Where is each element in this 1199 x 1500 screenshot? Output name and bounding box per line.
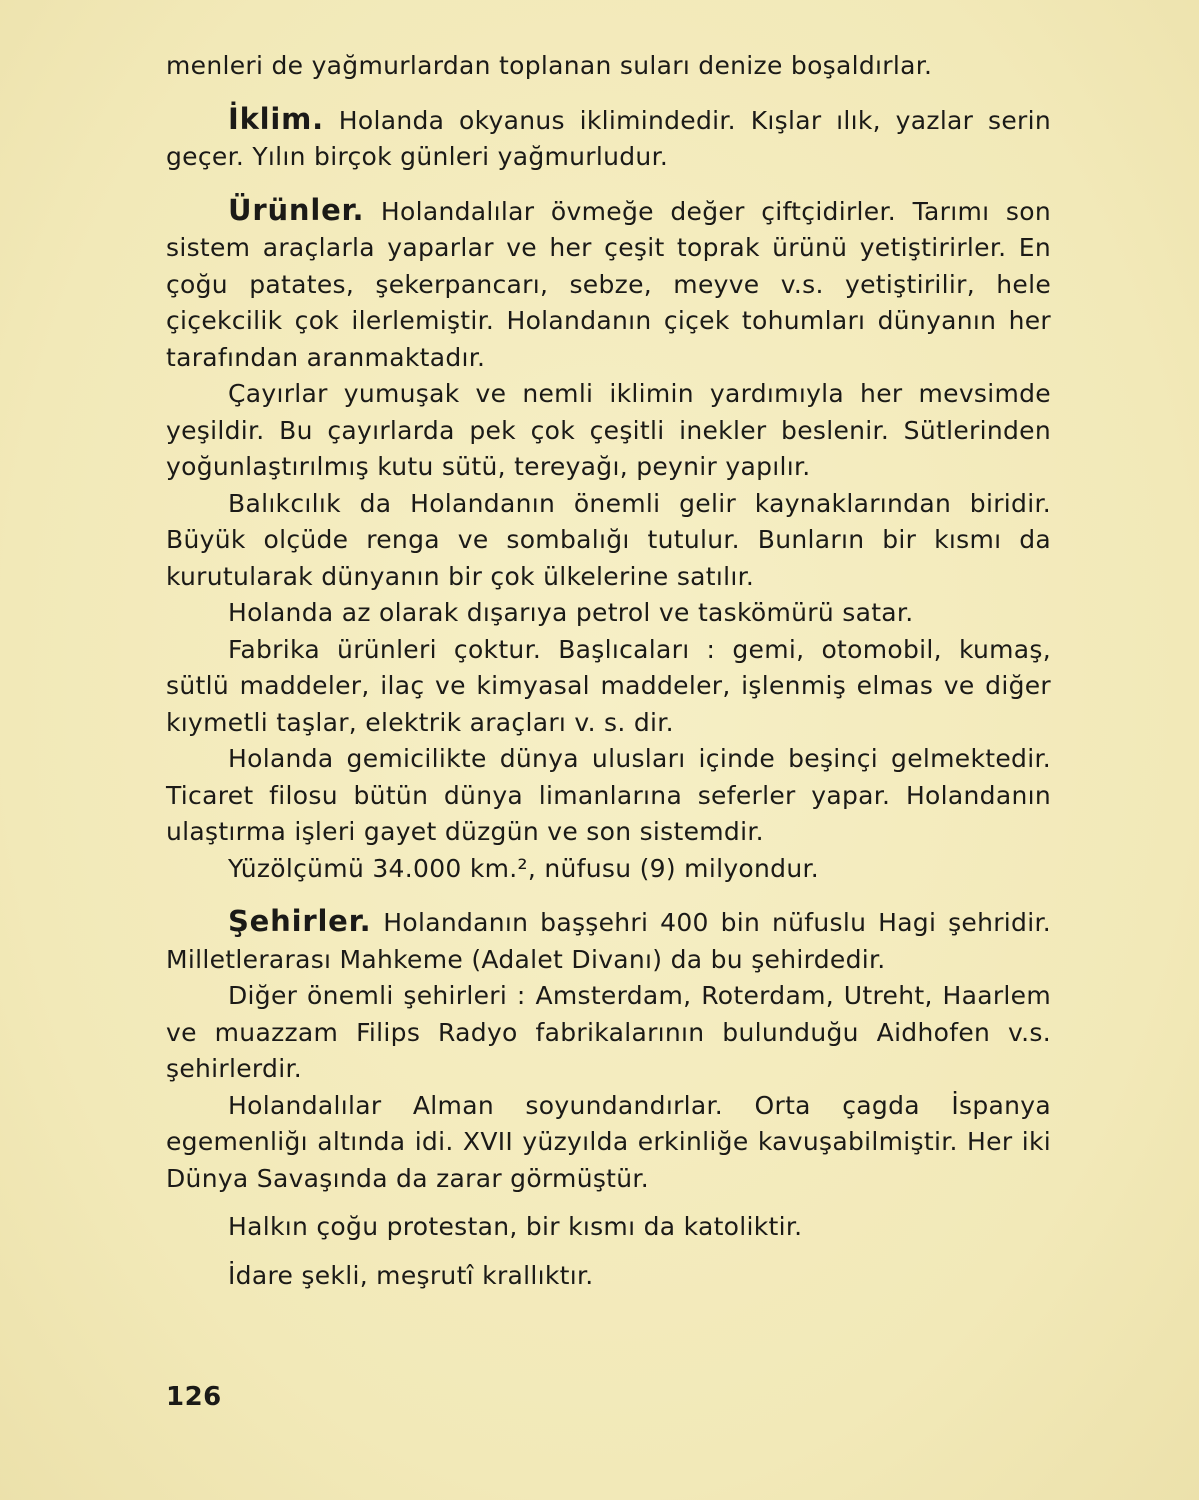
section-heading-climate: İklim.	[228, 101, 324, 136]
paragraph-history	[166, 1088, 1051, 1198]
section-heading-cities: Şehirler.	[228, 904, 372, 938]
paragraph-text: Holanda az olarak dışarıya petrol ve taskömürü satar.	[228, 598, 914, 627]
paragraph-shipping	[166, 741, 1051, 851]
section-heading-products: Ürünler.	[228, 192, 365, 227]
body-text	[166, 48, 1051, 1294]
paragraph-text: menleri de yağmurlardan toplanan suları denize boşaldırlar.	[166, 51, 933, 80]
paragraph-text: Fabrika ürünleri çoktur. Başlıcaları : gemi, otomobil, kumaş, sütlü maddeler, ilaç ve kimyasal maddeler, işlenmiş elmas ve diğer kıymetli taşlar, elektrik araçları v. s. dir.	[166, 634, 1051, 737]
paragraph-exports	[166, 595, 1051, 632]
paragraph-other-cities	[166, 978, 1051, 1088]
paragraph-meadows	[166, 376, 1051, 486]
paragraph-text: İdare şekli, meşrutî krallıktır.	[228, 1260, 594, 1290]
page-number: 126	[166, 1382, 222, 1412]
paragraph-climate	[166, 101, 1051, 176]
paragraph-products	[166, 192, 1051, 377]
paragraph-text: Holanda gemicilikte dünya ulusları içinde beşinçi gelmektedir. Ticaret filosu bütün dünya limanlarına seferler yapar. Holandanın ulaştırma işleri gayet düzgün ve son sistemdir.	[166, 744, 1051, 846]
paragraph-text: Holandalılar övmeğe değer çiftçidirler. Tarımı son sistem araçlarla yaparlar ve her çeşit toprak ürünü yetiştirirler. En çoğu patates, şekerpancarı, sebze, meyve v.s. yetiştirilir, hele çiçekcilik çok ilerlemiştir. Holandanın çiçek tohumları dünyanın her tarafından aranmaktadır.	[166, 196, 1051, 372]
paragraph-text: Diğer önemli şehirleri : Amsterdam, Roterdam, Utreht, Haarlem ve muazzam Filips Radyo fabrikalarının bulunduğu Aidhofen v.s. şehirlerdir.	[166, 981, 1051, 1083]
paragraph-factories	[166, 632, 1051, 742]
paragraph-text: Halkın çoğu protestan, bir kısmı da katoliktir.	[228, 1212, 803, 1241]
paragraph-text: Balıkcılık da Holandanın önemli gelir kaynaklarından biridir. Büyük olçüde renga ve sombalığı tutulur. Bunların bir kısmı da kurutularak dünyanın bir çok ülkelerine satılır.	[166, 488, 1051, 591]
paragraph-text: Holandanın başşehri 400 bin nüfuslu Hagi şehridir. Milletlerarası Mahkeme (Adalet Divanı) da bu şehirdedir.	[166, 908, 1051, 974]
paragraph-area	[166, 851, 1051, 888]
paragraph-government	[166, 1258, 1051, 1295]
paragraph-text: Çayırlar yumuşak ve nemli iklimin yardımıyla her mevsimde yeşildir. Bu çayırlarda pek çok çeşitli inekler beslenir. Sütlerinden yoğunlaştırılmış kutu sütü, tereyağı, peynir yapılır.	[166, 379, 1051, 481]
paragraph-text: Yüzölçümü 34.000 km.², nüfusu (9) milyondur.	[228, 853, 819, 883]
paragraph-text: Holandalılar Alman soyundandırlar. Orta çagda İspanya egemenliğı altında idi. XVII yüzyılda erkinliğe kavuşabilmiştir. Her iki Dünya Savaşında da zarar görmüştür.	[166, 1090, 1051, 1193]
paragraph-fishing	[166, 486, 1051, 596]
paragraph-continuation	[166, 48, 1051, 85]
paragraph-cities	[166, 903, 1051, 978]
paragraph-religion	[166, 1209, 1051, 1246]
paragraph-text: Holanda okyanus iklimindedir. Kışlar ılık, yazlar serin geçer. Yılın birçok günleri yağmurludur.	[166, 105, 1051, 171]
